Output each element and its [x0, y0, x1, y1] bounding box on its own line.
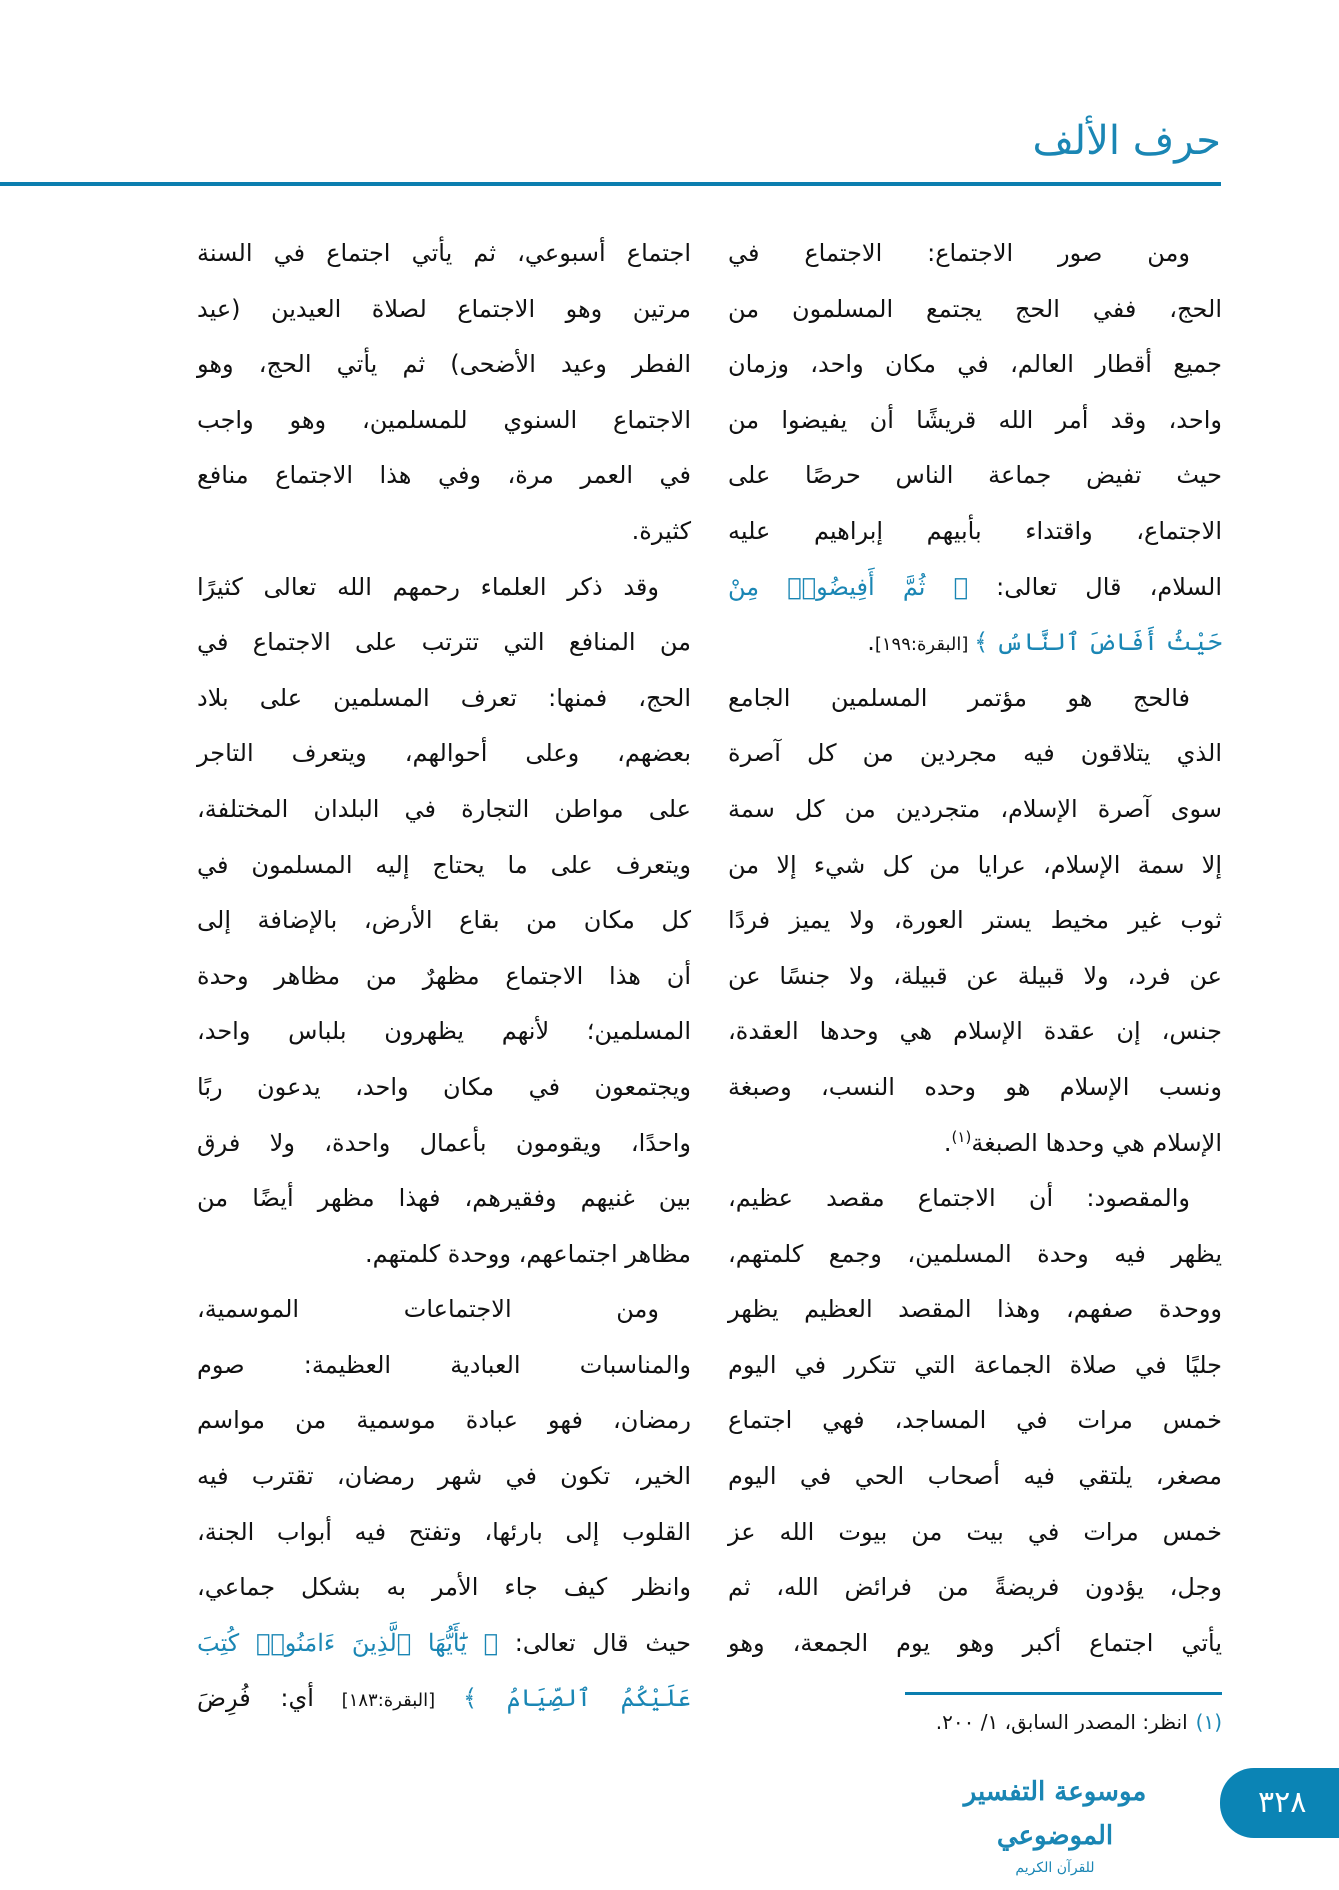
- text-line: [197, 671, 691, 727]
- text-line: [197, 838, 691, 894]
- text-segment: سوى آصرة الإسلام، متجردين من كل سمة: [728, 794, 1222, 823]
- text-line: [728, 1616, 1222, 1672]
- text-segment: السلام، قال تعالى:: [968, 572, 1222, 601]
- text-line: [728, 1393, 1222, 1449]
- text-segment: مصغر، يلتقي فيه أصحاب الحي في اليوم: [728, 1462, 1222, 1491]
- quran-verse: عَلَيْكُمُ ٱلصِّيَامُ ﴾: [462, 1684, 691, 1713]
- text-line: [197, 1393, 691, 1449]
- text-line: [197, 1505, 691, 1561]
- footnote: [936, 1710, 1222, 1734]
- text-segment: الحج، فمنها: تعرف المسلمين على بلاد: [197, 683, 691, 712]
- text-segment: ومن الاجتماعات الموسمية،: [197, 1295, 659, 1324]
- text-segment: مظاهر اجتماعهم، ووحدة كلمتهم.: [364, 1239, 691, 1268]
- text-segment: على مواطن التجارة في البلدان المختلفة،: [197, 794, 691, 823]
- text-segment: والمناسبات العبادية العظيمة: صوم: [197, 1350, 691, 1379]
- text-line: [197, 893, 691, 949]
- text-segment: بعضهم، وعلى أحوالهم، ويتعرف التاجر: [197, 739, 691, 768]
- footnote-number: (١): [1195, 1710, 1222, 1734]
- text-line: [197, 726, 691, 782]
- text-segment: اجتماع أسبوعي، ثم يأتي اجتماع في السنة: [197, 239, 691, 267]
- footnote-divider: [905, 1692, 1222, 1695]
- text-line: [197, 615, 691, 671]
- text-line: [728, 838, 1222, 894]
- text-segment: من المنافع التي تترتب على الاجتماع في: [197, 628, 691, 657]
- left-text-column: [197, 226, 691, 1727]
- text-segment: ومن صور الاجتماع: الاجتماع في: [728, 239, 1190, 267]
- text-segment: واحد، وقد أمر الله قريشًا أن يفيضوا من: [728, 405, 1222, 434]
- text-line: [197, 226, 691, 282]
- text-line: [197, 1116, 691, 1172]
- text-segment: يأتي اجتماع أكبر وهو يوم الجمعة، وهو: [728, 1628, 1222, 1657]
- text-segment: أن هذا الاجتماع مظهرٌ من مظاهر وحدة: [197, 961, 691, 990]
- text-line: [728, 1338, 1222, 1394]
- text-line: [197, 337, 691, 393]
- text-line: [197, 393, 691, 449]
- text-segment: ويتعرف على ما يحتاج إليه المسلمون في: [197, 850, 691, 879]
- text-segment: رمضان، فهو عبادة موسمية من مواسم: [197, 1406, 691, 1435]
- text-segment: خمس مرات في المساجد، فهي اجتماع: [728, 1406, 1222, 1435]
- text-segment: والمقصود: أن الاجتماع مقصد عظيم،: [728, 1184, 1190, 1213]
- text-segment: القلوب إلى بارئها، وتفتح فيه أبواب الجنة،: [197, 1517, 691, 1546]
- text-segment: جميع أقطار العالم، في مكان واحد، وزمان: [728, 350, 1222, 379]
- text-segment: جنس، إن عقدة الإسلام هي وحدها العقدة،: [728, 1017, 1222, 1046]
- text-segment: ونسب الإسلام هو وحده النسب، وصبغة: [728, 1072, 1222, 1101]
- text-line: [728, 393, 1222, 449]
- footnote-marker: (١): [951, 1127, 972, 1146]
- text-segment: خمس مرات في بيت من بيوت الله عز: [728, 1517, 1222, 1546]
- text-line: [197, 782, 691, 838]
- text-line: [197, 1671, 691, 1727]
- logo-subtitle: للقرآن الكريم: [1015, 1860, 1095, 1876]
- text-line: [728, 1282, 1222, 1338]
- page-number-badge: ٣٢٨: [1220, 1768, 1339, 1838]
- text-segment: عن فرد، ولا قبيلة عن قبيلة، ولا جنسًا عن: [728, 961, 1222, 990]
- text-segment: حيث قال تعالى:: [498, 1628, 691, 1657]
- text-segment: جليًا في صلاة الجماعة التي تتكرر في اليوم: [728, 1350, 1222, 1379]
- chapter-title: حرف الألف: [1032, 118, 1221, 164]
- text-segment: .: [867, 628, 875, 657]
- text-line: [728, 560, 1222, 616]
- encyclopedia-logo: [930, 1770, 1180, 1876]
- text-segment: وانظر كيف جاء الأمر به بشكل جماعي،: [197, 1573, 691, 1602]
- text-line: [728, 1449, 1222, 1505]
- text-line: [728, 1560, 1222, 1616]
- text-line: [197, 1560, 691, 1616]
- text-line: [728, 615, 1222, 671]
- text-segment: وجل، يؤدون فريضةً من فرائض الله، ثم: [728, 1573, 1222, 1602]
- text-line: [197, 1004, 691, 1060]
- text-segment: الذي يتلاقون فيه مجردين من كل آصرة: [728, 739, 1222, 768]
- text-line: [728, 949, 1222, 1005]
- text-line: [728, 782, 1222, 838]
- logo-title: موسوعة التفسير الموضوعي: [963, 1777, 1147, 1851]
- verse-reference: [البقرة:١٨٣]: [313, 1690, 463, 1712]
- text-segment: ووحدة صفهم، وهذا المقصد العظيم يظهر: [728, 1295, 1222, 1324]
- text-line: [728, 1060, 1222, 1116]
- text-line: [728, 1505, 1222, 1561]
- text-segment: أي: فُرِضَ: [197, 1684, 314, 1713]
- text-line: [728, 671, 1222, 727]
- text-segment: في العمر مرة، وفي هذا الاجتماع منافع: [197, 461, 691, 490]
- text-segment: حيث تفيض جماعة الناس حرصًا على: [728, 461, 1222, 490]
- text-segment: مرتين وهو الاجتماع لصلاة العيدين (عيد: [197, 294, 691, 323]
- text-line: [728, 726, 1222, 782]
- text-segment: كثيرة.: [631, 516, 691, 545]
- text-line: [197, 504, 691, 560]
- text-line: [728, 1116, 1222, 1172]
- text-line: [728, 282, 1222, 338]
- text-line: [197, 1449, 691, 1505]
- text-segment: .: [943, 1128, 952, 1157]
- verse-reference: [البقرة:١٩٩]: [874, 634, 975, 656]
- text-line: [728, 504, 1222, 560]
- text-segment: الإسلام هي وحدها الصبغة: [971, 1128, 1222, 1157]
- text-segment: الاجتماع السنوي للمسلمين، وهو واجب: [197, 405, 691, 434]
- text-segment: كل مكان من بقاع الأرض، بالإضافة إلى: [197, 906, 691, 935]
- quran-verse: ﴿ ثُمَّ أَفِيضُوا۟ مِنْ: [728, 572, 969, 601]
- text-line: [197, 1338, 691, 1394]
- text-line: [197, 1227, 691, 1283]
- text-line: [197, 560, 691, 616]
- text-line: [197, 282, 691, 338]
- text-segment: الفطر وعيد الأضحى) ثم يأتي الحج، وهو: [197, 350, 691, 379]
- text-segment: بين غنيهم وفقيرهم، فهذا مظهر أيضًا من: [197, 1184, 691, 1213]
- text-segment: ثوب غير مخيط يستر العورة، ولا يميز فردًا: [728, 906, 1222, 935]
- footnote-text: انظر: المصدر السابق، ١/ ٢٠٠.: [935, 1710, 1188, 1734]
- text-line: [197, 1060, 691, 1116]
- text-line: [728, 1171, 1222, 1227]
- text-segment: فالحج هو مؤتمر المسلمين الجامع: [728, 683, 1190, 712]
- quran-verse: حَيْثُ أَفَاضَ ٱلنَّاسُ ﴾: [974, 628, 1222, 657]
- text-line: [197, 1171, 691, 1227]
- text-segment: الحج، ففي الحج يجتمع المسلمون من: [728, 294, 1222, 323]
- right-text-column: [728, 226, 1222, 1671]
- text-line: [197, 1282, 691, 1338]
- text-segment: ويجتمعون في مكان واحد، يدعون ربًا: [197, 1072, 691, 1101]
- text-line: [197, 949, 691, 1005]
- text-segment: إلا سمة الإسلام، عرايا من كل شيء إلا من: [728, 850, 1222, 879]
- text-segment: يظهر فيه وحدة المسلمين، وجمع كلمتهم،: [728, 1239, 1222, 1268]
- text-line: [728, 1004, 1222, 1060]
- text-line: [728, 893, 1222, 949]
- text-segment: واحدًا، ويقومون بأعمال واحدة، ولا فرق: [197, 1128, 691, 1157]
- text-line: [728, 1227, 1222, 1283]
- text-segment: وقد ذكر العلماء رحمهم الله تعالى كثيرًا: [197, 572, 659, 601]
- text-segment: الخير، تكون في شهر رمضان، تقترب فيه: [197, 1462, 691, 1491]
- quran-verse: ﴿ يَٰٓأَيُّهَا ٱلَّذِينَ ءَامَنُوا۟ كُتِبَ: [197, 1628, 499, 1657]
- text-line: [728, 226, 1222, 282]
- text-segment: الاجتماع، واقتداء بأبيهم إبراهيم عليه: [728, 516, 1222, 545]
- header-divider: [0, 182, 1221, 186]
- text-segment: المسلمين؛ لأنهم يظهرون بلباس واحد،: [197, 1017, 691, 1046]
- text-line: [197, 1616, 691, 1672]
- text-line: [728, 337, 1222, 393]
- text-line: [197, 448, 691, 504]
- text-line: [728, 448, 1222, 504]
